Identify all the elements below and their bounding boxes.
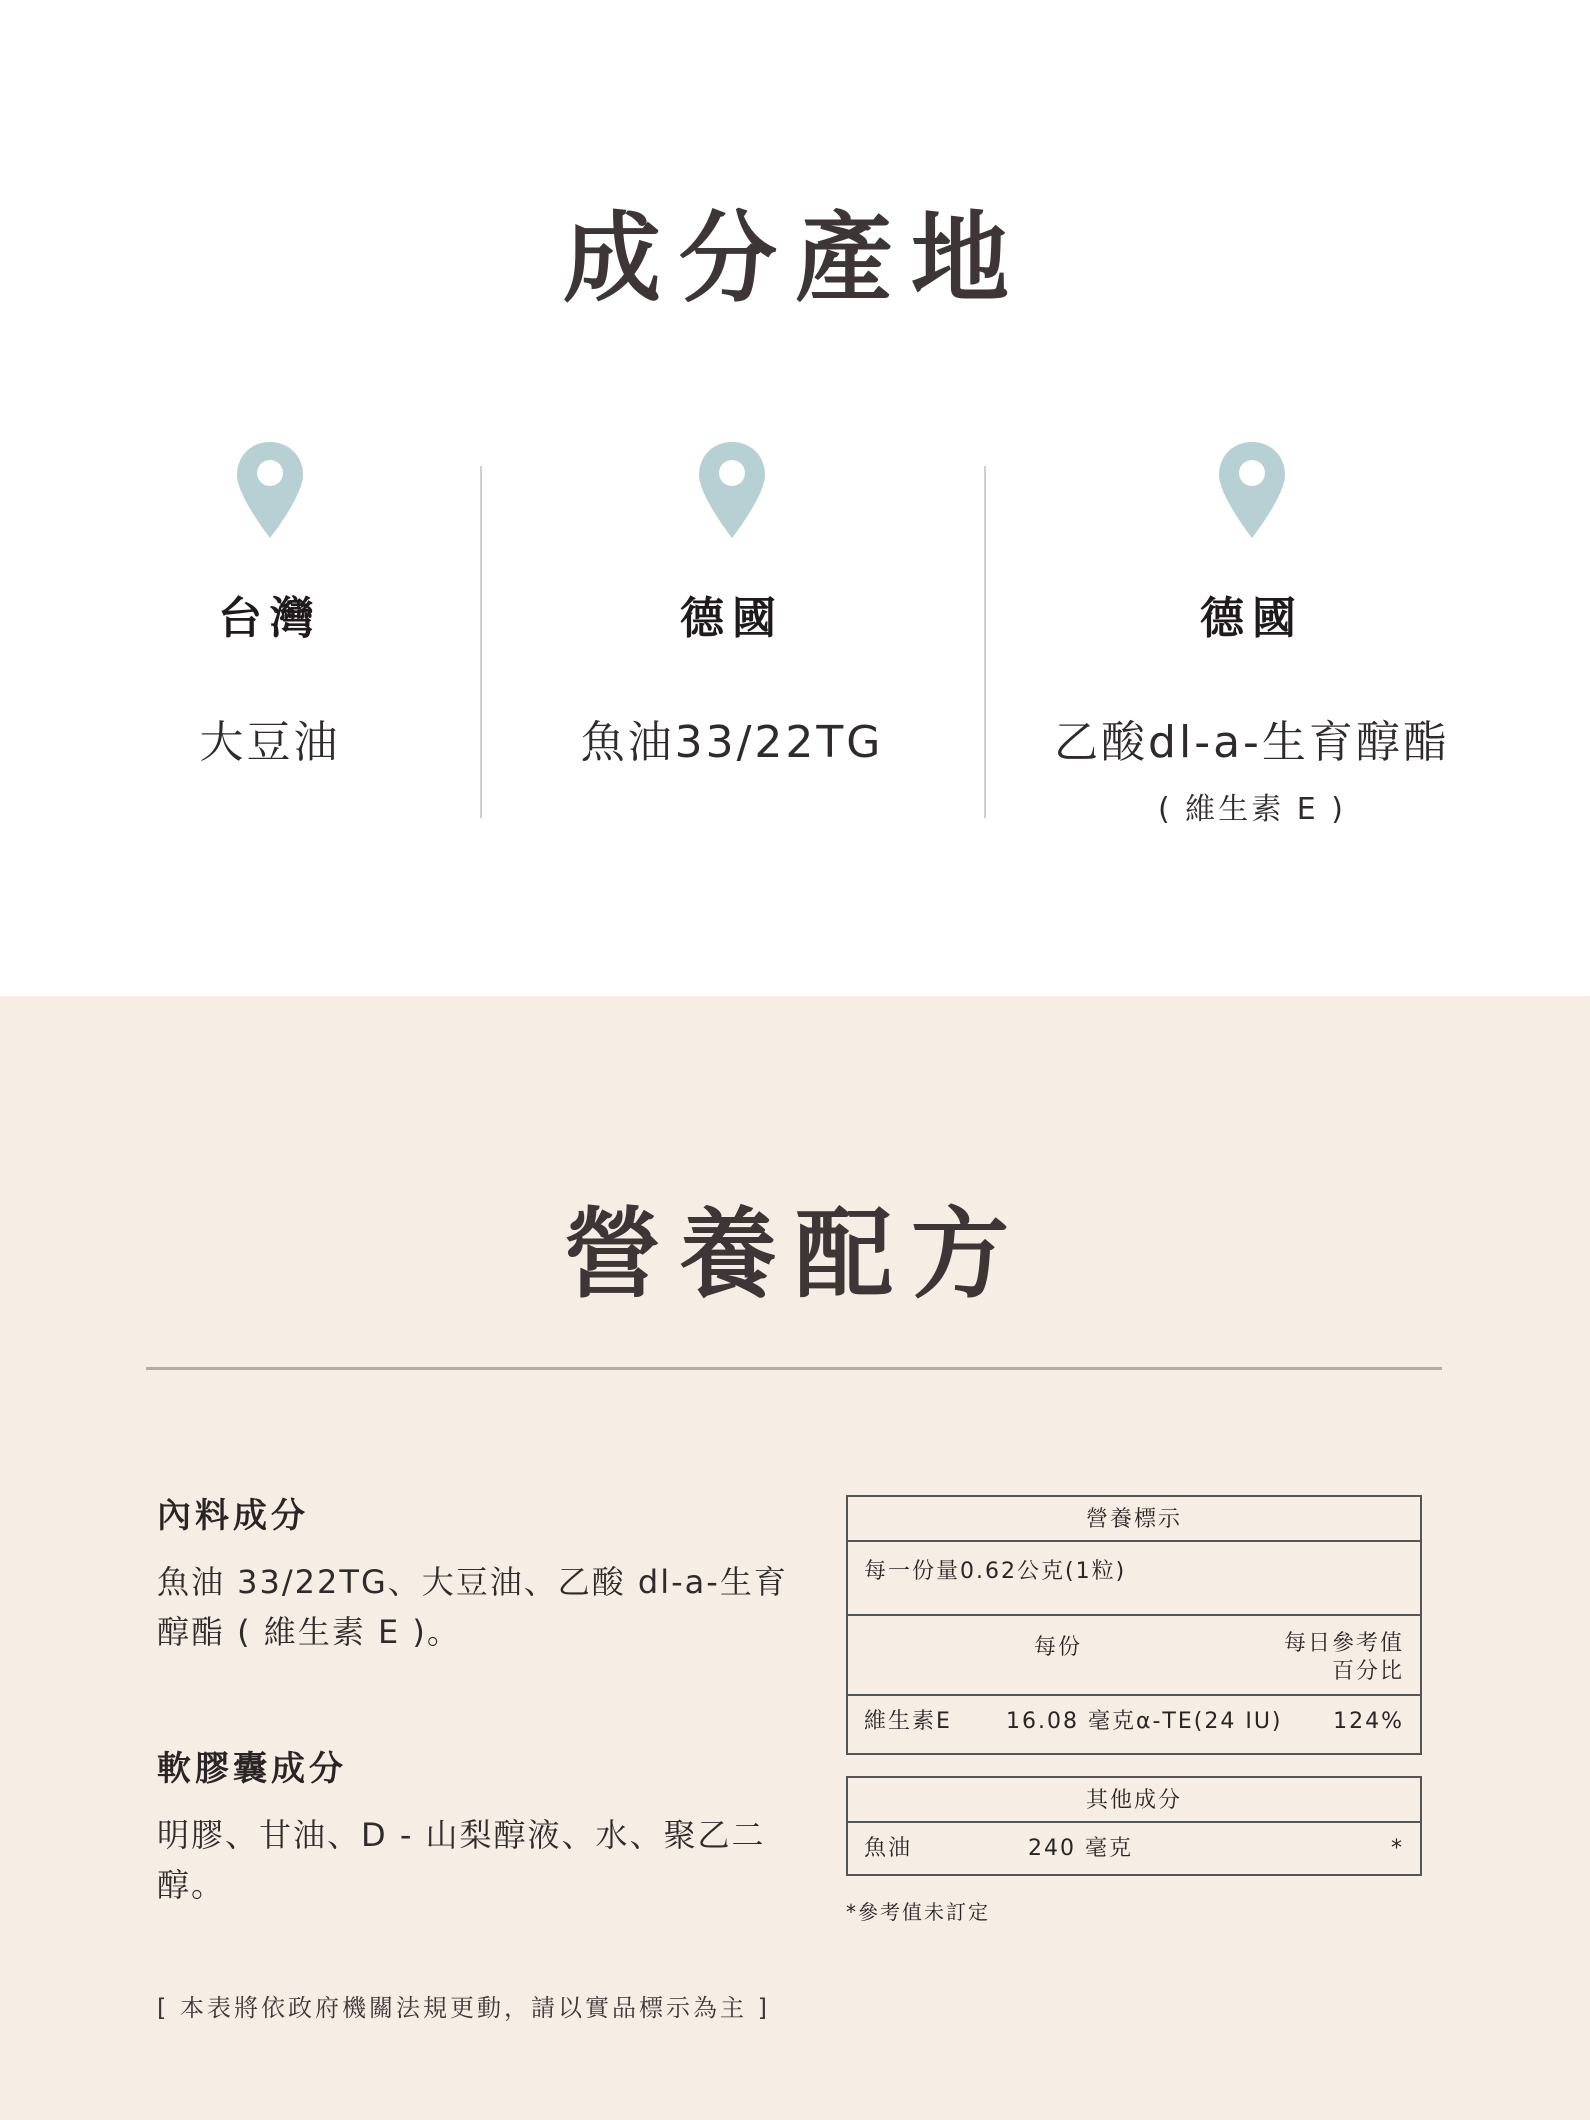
- inner-heading: 內料成分: [157, 1496, 309, 1536]
- map-pin-icon: [697, 440, 767, 540]
- origin-title: 成分產地: [562, 202, 1027, 316]
- origin-country: 德國: [680, 593, 784, 644]
- section-divider: [146, 1367, 1442, 1370]
- origin-ingredient: 乙酸dl-a-生育醇酯: [1054, 717, 1450, 768]
- capsule-heading: 軟膠囊成分: [157, 1749, 347, 1789]
- other-ingredients-table: [846, 1776, 1422, 1876]
- daily-value-header-line2: 百分比: [1331, 1659, 1404, 1684]
- per-serving-header: 每份: [1034, 1635, 1083, 1660]
- map-pin-icon: [235, 440, 305, 540]
- origin-ingredient: 魚油33/22TG: [580, 717, 884, 768]
- capsule-text: 明膠、甘油、D - 山梨醇液、水、聚乙二醇。: [157, 1816, 766, 1904]
- origin-item-taiwan: [40, 440, 500, 770]
- ingredient-name: 魚油: [864, 1836, 913, 1861]
- origin-country: 德國: [1200, 593, 1304, 644]
- nutrition-facts-title: 營養標示: [848, 1497, 1420, 1542]
- ingredient-amount: 240 毫克: [1028, 1836, 1133, 1861]
- ingredients-block: [157, 1488, 817, 2023]
- nutrition-title: 營養配方: [562, 1198, 1027, 1312]
- daily-value-header-line1: 每日參考值: [1283, 1631, 1404, 1656]
- origin-country: 台灣: [218, 593, 322, 644]
- inner-text: 魚油 33/22TG、大豆油、乙酸 dl-a-生育醇酯 ( 維生素 E )。: [157, 1563, 788, 1651]
- ingredient-percent: *: [1391, 1836, 1404, 1861]
- serving-size: 每一份量0.62公克(1粒): [848, 1542, 1420, 1616]
- nutrient-name: 維生素E: [864, 1709, 952, 1734]
- table-column-headers: [848, 1616, 1420, 1696]
- column-divider: [984, 466, 986, 818]
- nutrient-percent: 124%: [1333, 1709, 1404, 1734]
- nutrient-amount: 16.08 毫克α-TE(24 IU): [1006, 1709, 1283, 1734]
- origin-item-germany-1: [502, 440, 962, 770]
- other-ingredients-title: 其他成分: [848, 1778, 1420, 1823]
- table-row: [848, 1823, 1420, 1875]
- disclaimer-note: [ 本表將依政府機關法規更動，請以實品標示為主 ]: [157, 1994, 770, 2022]
- column-divider: [480, 466, 482, 818]
- daily-value-header: [1284, 1630, 1404, 1686]
- origin-section: [0, 0, 1590, 996]
- table-footnote: *參考值未訂定: [846, 1900, 990, 1924]
- origin-ingredient-sub: ( 維生素 E ): [1158, 792, 1346, 827]
- origin-item-germany-2: [1022, 440, 1482, 828]
- map-pin-icon: [1217, 440, 1287, 540]
- origin-ingredient: 大豆油: [199, 717, 341, 768]
- nutrition-facts-table: [846, 1495, 1422, 1755]
- table-row: [848, 1696, 1420, 1748]
